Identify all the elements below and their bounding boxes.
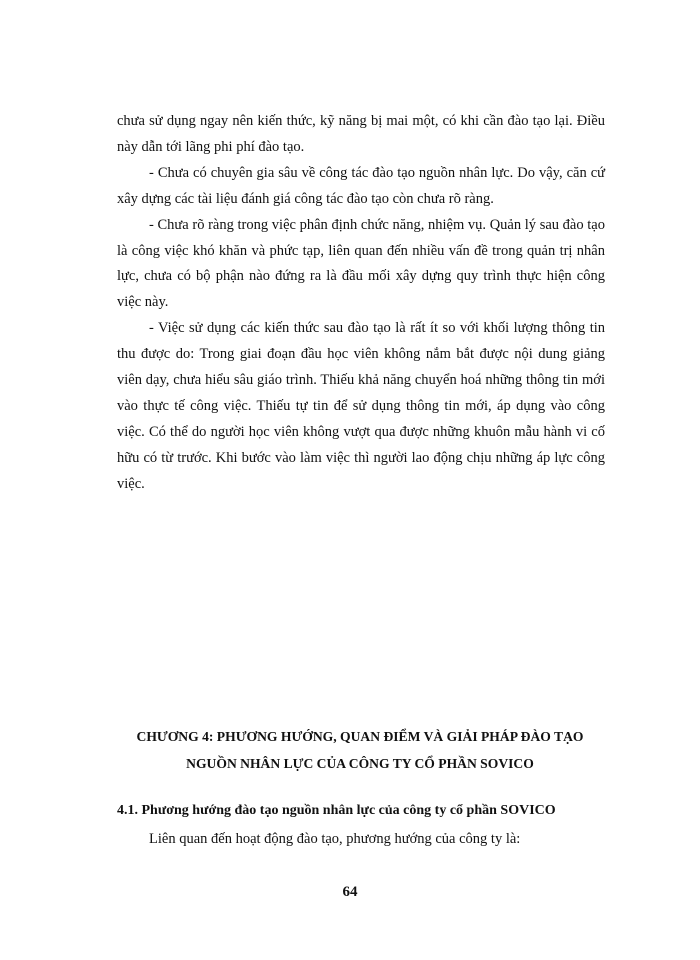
chapter-heading-line-2: NGUỒN NHÂN LỰC CỦA CÔNG TY CỔ PHẦN SOVICO: [186, 756, 534, 771]
page-number: 64: [342, 884, 358, 900]
body-text: [117, 109, 605, 498]
paragraph-3: - Chưa rõ ràng trong việc phân định chức năng, nhiệm vụ. Quản lý sau đào tạo là công việc khó khăn và phức tạp, liên quan đến nhiều vấn đề trong quản trị nhân lực, chưa có bộ phận nào đứng ra là đầu mối xây dựng quy trình thực hiện công việc này.: [117, 216, 605, 311]
intro-paragraph: Liên quan đến hoạt động đào tạo, phương hướng của công ty là:: [149, 831, 521, 847]
paragraph-1: chưa sử dụng ngay nên kiến thức, kỹ năng bị mai một, có khi cần đào tạo lại. Điều này dẫn tới lãng phi phí đào tạo.: [117, 113, 605, 155]
paragraph-2: - Chưa có chuyên gia sâu về công tác đào tạo nguồn nhân lực. Do vậy, căn cứ xây dựng các tài liệu đánh giá công tác đào tạo còn chưa rõ ràng.: [117, 164, 605, 207]
section-heading: 4.1. Phương hướng đào tạo nguồn nhân lực của công ty cổ phần SOVICO: [117, 803, 556, 818]
chapter-heading: [100, 723, 620, 777]
paragraph-4: - Việc sử dụng các kiến thức sau đào tạo là rất ít so với khối lượng thông tin thu được do: Trong giai đoạn đầu học viên không nắm bắt được nội dung giảng viên dạy, chưa hiểu sâu giáo trình. Thiếu khả năng chuyển hoá những thông tin mới vào thực tế công việc. Thiếu tự tin để sử dụng thông tin mới, áp dụng vào công việc. Có thể do người học viên không vượt qua được những khuôn mẫu hành vi cố hữu có từ trước. Khi bước vào làm việc thì người lao động chịu những áp lực công việc.: [117, 320, 605, 492]
chapter-heading-line-1: CHƯƠNG 4: PHƯƠNG HƯỚNG, QUAN ĐIỂM VÀ GIẢI PHÁP ĐÀO TẠO: [136, 729, 584, 744]
